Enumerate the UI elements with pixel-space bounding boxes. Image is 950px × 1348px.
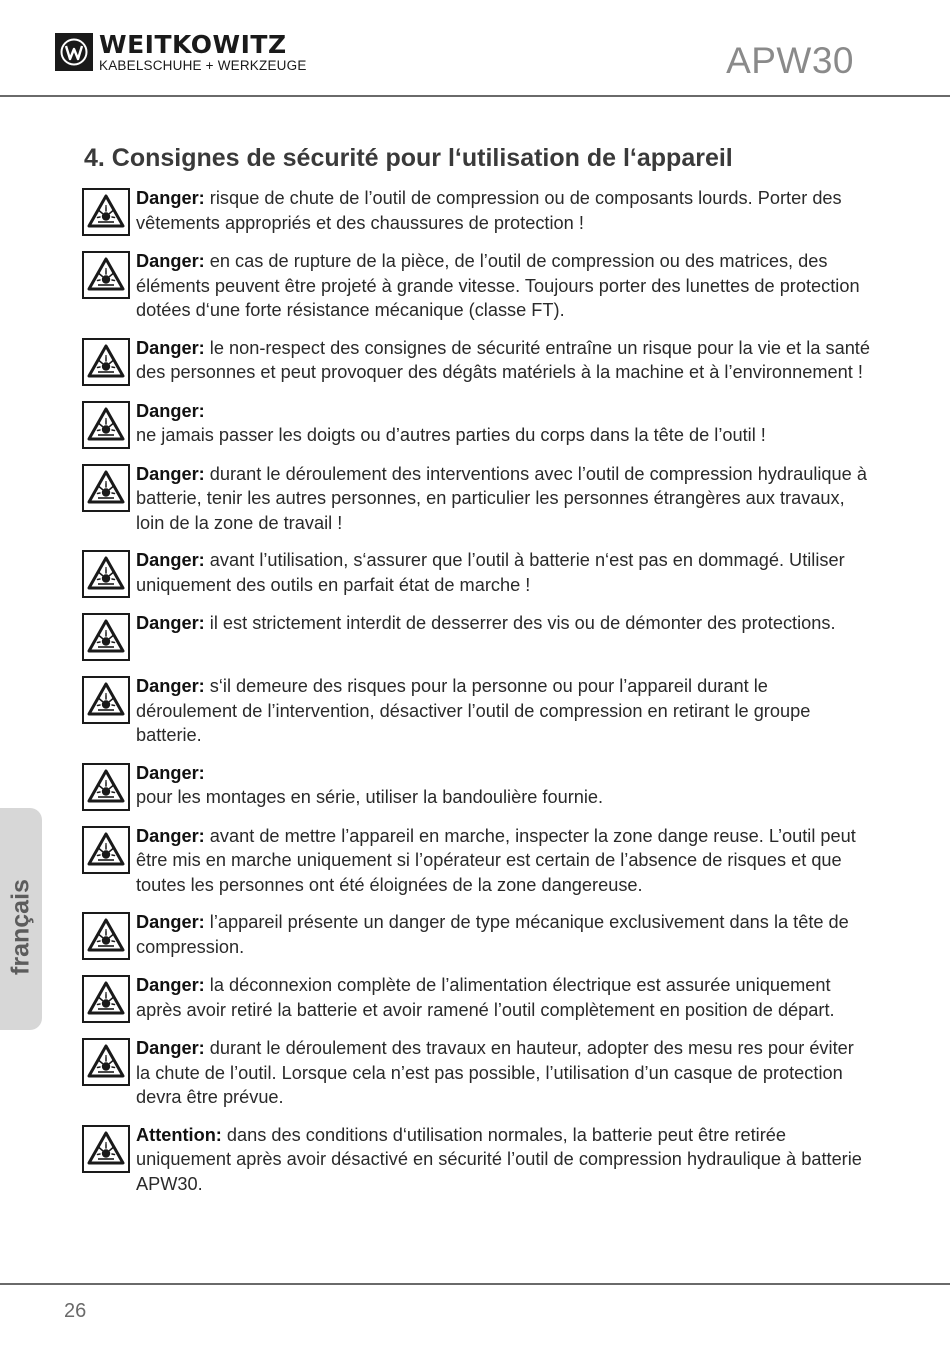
safety-item-text — [136, 399, 766, 448]
safety-item — [82, 336, 872, 386]
safety-item — [82, 1123, 872, 1197]
header-divider — [0, 95, 950, 97]
safety-item-label: Danger: — [136, 825, 205, 846]
page-number: 26 — [64, 1300, 87, 1322]
safety-item — [82, 674, 872, 748]
brand-subtitle: KABELSCHUHE + WERKZEUGE — [99, 58, 307, 73]
safety-item-label: Danger: — [136, 251, 205, 271]
safety-item — [82, 611, 872, 661]
safety-item-text — [136, 761, 603, 810]
safety-item-label: Danger: — [136, 762, 205, 783]
page-header — [0, 0, 950, 97]
safety-item-body: le non-respect des consignes de sécurité entraîne un risque pour la vie et la santé des personnes et peut provoquer des dégâts matériels à la machine et à l’environnement ! — [136, 337, 870, 382]
warning-explosive-icon — [82, 763, 130, 811]
warning-explosive-icon — [82, 975, 130, 1023]
safety-item-text — [136, 1036, 872, 1110]
safety-item — [82, 186, 872, 236]
brand-logo-mark-icon — [55, 33, 93, 71]
safety-item — [82, 548, 872, 598]
safety-item-label: Danger: — [136, 188, 205, 208]
section-title: 4. Consignes de sécurité pour l‘utilisation de l‘appareil — [84, 144, 733, 172]
warning-explosive-icon — [82, 401, 130, 449]
safety-item-label: Danger: — [136, 550, 205, 570]
safety-item — [82, 1036, 872, 1110]
footer-divider — [0, 1283, 950, 1285]
warning-explosive-icon — [82, 188, 130, 236]
safety-item-body: pour les montages en série, utiliser la bandoulière fournie. — [136, 787, 604, 807]
safety-item-body: s‘il demeure des risques pour la personne ou pour l’appareil durant le déroulement de l’intervention, désactiver l’outil de compression en retirant le groupe batterie. — [136, 676, 811, 745]
safety-item-text — [136, 336, 872, 385]
safety-item-label: Danger: — [136, 975, 205, 995]
safety-item-body: la déconnexion complète de l’alimentation électrique est assurée uniquement après avoir retiré la batterie et avoir ramené l’outil complètement en position de départ. — [136, 975, 835, 1020]
safety-item-body: il est strictement interdit de desserrer des vis ou de démonter des protections. — [204, 613, 836, 633]
safety-item-text — [136, 674, 872, 748]
safety-item — [82, 462, 872, 536]
safety-item-body: l’appareil présente un danger de type mécanique exclusivement dans la tête de compression. — [136, 912, 849, 957]
safety-item-body: durant le déroulement des travaux en hauteur, adopter des mesu res pour éviter la chute de l’outil. Lorsque cela n’est pas possible, l’utilisation d’un casque de protection devra être prévue. — [136, 1038, 854, 1107]
safety-item-text — [136, 824, 872, 898]
warning-explosive-icon — [82, 676, 130, 724]
model-name: APW30 — [726, 40, 854, 81]
safety-item — [82, 910, 872, 960]
safety-item-body: avant l’utilisation, s‘assurer que l’outil à batterie n‘est pas en dommagé. Utiliser uniquement des outils en parfait état de marche ! — [136, 550, 845, 595]
safety-item-body: durant le déroulement des interventions avec l’outil de compression hydraulique à batterie, tenir les autres personnes, en particulier les personnes étrangères aux travaux, loin de la zone de travail ! — [136, 463, 867, 533]
safety-item-label: Danger: — [136, 1038, 205, 1058]
safety-item-label: Danger: — [136, 912, 205, 932]
warning-explosive-icon — [82, 251, 130, 299]
safety-item — [82, 399, 872, 449]
safety-item-label: Danger: — [136, 463, 205, 484]
warning-explosive-icon — [82, 613, 130, 661]
safety-item — [82, 761, 872, 811]
safety-item-label: Attention: — [136, 1124, 222, 1145]
safety-item — [82, 824, 872, 898]
brand-name: WEITKOWITZ — [99, 30, 287, 59]
safety-item-label: Danger: — [136, 613, 205, 633]
warning-explosive-icon — [82, 826, 130, 874]
safety-item-text — [136, 611, 836, 636]
safety-item-label: Danger: — [136, 337, 205, 358]
warning-explosive-icon — [82, 550, 130, 598]
safety-item-text — [136, 1123, 872, 1197]
language-tab — [0, 808, 42, 1030]
safety-item — [82, 249, 872, 323]
safety-item-text — [136, 973, 872, 1022]
warning-explosive-icon — [82, 338, 130, 386]
safety-item-text — [136, 186, 872, 235]
safety-item — [82, 973, 872, 1023]
language-tab-label: français — [6, 879, 35, 975]
safety-item-text — [136, 462, 872, 536]
warning-explosive-icon — [82, 912, 130, 960]
safety-item-body: dans des conditions d‘utilisation normales, la batterie peut être retirée uniquement après avoir désactivé en sécurité l’outil de compression hydraulique à batterie APW30. — [136, 1124, 862, 1194]
warning-explosive-icon — [82, 1125, 130, 1173]
safety-instructions-list — [82, 186, 872, 1209]
safety-item-text — [136, 548, 872, 597]
safety-item-label: Danger: — [136, 400, 205, 421]
brand-logo — [55, 32, 307, 73]
warning-explosive-icon — [82, 1038, 130, 1086]
safety-item-text — [136, 910, 872, 959]
safety-item-body: ne jamais passer les doigts ou d’autres parties du corps dans la tête de l’outil ! — [136, 425, 766, 445]
safety-item-body: avant de mettre l’appareil en marche, inspecter la zone dange reuse. L’outil peut être mis en marche uniquement si l’opérateur est certain de l’absence de risques et que toutes les personnes ont été éloignées de la zone dangereuse. — [136, 825, 856, 895]
safety-item-body: risque de chute de l’outil de compression ou de composants lourds. Porter des vêtements appropriés et des chaussures de protection ! — [136, 188, 842, 233]
safety-item-body: en cas de rupture de la pièce, de l’outil de compression ou des matrices, des éléments peuvent être projeté à grande vitesse. Toujours porter des lunettes de protection dotées d‘une forte résistance mécanique (classe FT). — [136, 251, 860, 320]
safety-item-text — [136, 249, 872, 323]
safety-item-label: Danger: — [136, 676, 205, 696]
warning-explosive-icon — [82, 464, 130, 512]
